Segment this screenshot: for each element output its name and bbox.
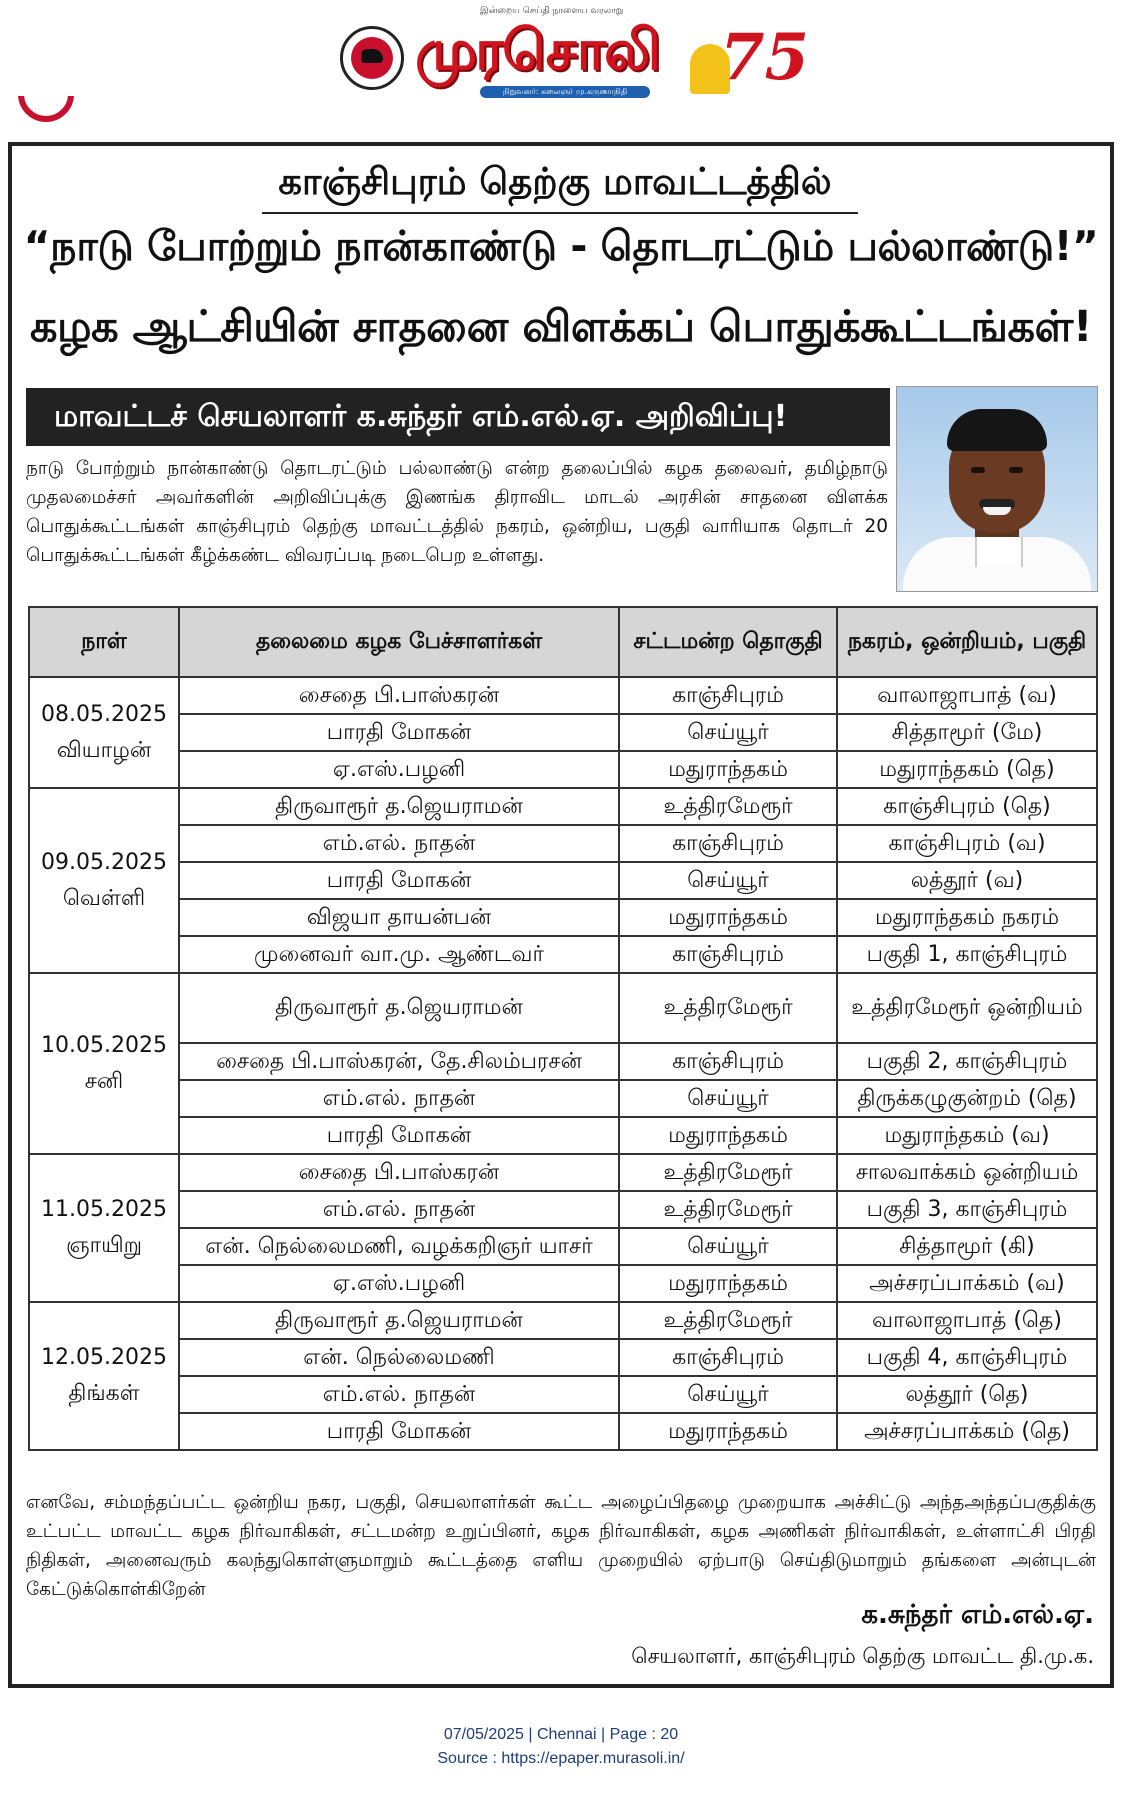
intro-paragraph: நாடு போற்றும் நான்காண்டு தொடரட்டும் பல்லாண்டு என்ற தலைப்பில் கழக தலைவர், தமிழ்நாடு முதலமைச்சர் அவர்களின் அறிவிப்புக்கு இணங்க திராவிட மாடல் அரசின் சாதனை விளக்க பொதுக்கூட்டங்கள் காஞ்சிபுரம் தெற்கு மாவட்டத்தில் நகரம், ஒன்றிய, பகுதி வாரியாக தொடர் 20 பொதுக்கூட்டங்கள் கீழ்க்கண்ட விவரப்படி நடைபெற உள்ளது. — [26, 458, 888, 566]
area-cell: வாலாஜாபாத் (தெ) — [837, 1302, 1097, 1339]
speaker-cell: எம்.எல். நாதன் — [179, 1080, 619, 1117]
area-cell: லத்தூர் (தெ) — [837, 1376, 1097, 1413]
table-row — [29, 973, 1097, 1043]
anniversary-mark: 75 — [720, 20, 810, 95]
table-header-row — [29, 607, 1097, 677]
area-cell: சாலவாக்கம் ஒன்றியம் — [837, 1154, 1097, 1191]
secretary-photo — [896, 386, 1098, 592]
area-cell: மதுராந்தகம் நகரம் — [837, 899, 1097, 936]
constituency-cell: மதுராந்தகம் — [619, 1265, 837, 1302]
speaker-cell: எம்.எல். நாதன் — [179, 825, 619, 862]
area-cell: பகுதி 3, காஞ்சிபுரம் — [837, 1191, 1097, 1228]
schedule-body — [29, 677, 1097, 1450]
speaker-cell: எம்.எல். நாதன் — [179, 1191, 619, 1228]
table-row — [29, 1228, 1097, 1265]
speaker-cell: சைதை பி.பாஸ்கரன் — [179, 1154, 619, 1191]
announcement-banner: மாவட்டச் செயலாளர் க.சுந்தர் எம்.எல்.ஏ. அறிவிப்பு! — [26, 388, 890, 446]
kicker-underline — [262, 212, 858, 214]
meeting-date: 11.05.2025 — [41, 1197, 167, 1222]
constituency-cell: செய்யூர் — [619, 1228, 837, 1265]
table-row — [29, 788, 1097, 825]
meeting-date: 09.05.2025 — [41, 849, 167, 875]
meeting-date: 10.05.2025 — [41, 1032, 167, 1058]
party-seal-icon — [340, 26, 404, 90]
area-cell: பகுதி 4, காஞ்சிபுரம் — [837, 1339, 1097, 1376]
headline-line-1: “நாடு போற்றும் நான்காண்டு - தொடரட்டும் பல்லாண்டு!” — [23, 222, 1099, 270]
constituency-cell: மதுராந்தகம் — [619, 1413, 837, 1450]
area-cell: உத்திரமேரூர் ஒன்றியம் — [837, 973, 1097, 1043]
header-area: நகரம், ஒன்றியம், பகுதி — [837, 607, 1097, 677]
meeting-date: 12.05.2025 — [41, 1345, 167, 1370]
meeting-day: வியாழன் — [56, 737, 152, 763]
date-cell — [29, 677, 179, 788]
table-row — [29, 862, 1097, 899]
table-row — [29, 1376, 1097, 1413]
constituency-cell: செய்யூர் — [619, 862, 837, 899]
table-row — [29, 1302, 1097, 1339]
table-row — [29, 825, 1097, 862]
notice-kicker: காஞ்சிபுரம் தெற்கு மாவட்டத்தில் — [278, 160, 832, 203]
area-cell: பகுதி 2, காஞ்சிபுரம் — [837, 1043, 1097, 1080]
table-row — [29, 1413, 1097, 1450]
speaker-cell: பாரதி மோகன் — [179, 862, 619, 899]
constituency-cell: காஞ்சிபுரம் — [619, 677, 837, 714]
area-cell: வாலாஜாபாத் (வ) — [837, 677, 1097, 714]
constituency-cell: உத்திரமேரூர் — [619, 1154, 837, 1191]
table-row — [29, 751, 1097, 788]
constituency-cell: செய்யூர் — [619, 714, 837, 751]
date-cell — [29, 1154, 179, 1302]
area-cell: திருக்கழுகுன்றம் (தெ) — [837, 1080, 1097, 1117]
table-row — [29, 936, 1097, 973]
schedule-table — [28, 606, 1098, 1451]
constituency-cell: உத்திரமேரூர் — [619, 1191, 837, 1228]
table-row — [29, 1154, 1097, 1191]
header-constituency: சட்டமன்ற தொகுதி — [619, 607, 837, 677]
area-cell: சித்தாமூர் (மே) — [837, 714, 1097, 751]
area-cell: மதுராந்தகம் (தெ) — [837, 751, 1097, 788]
area-cell: பகுதி 1, காஞ்சிபுரம் — [837, 936, 1097, 973]
speaker-cell: திருவாரூர் த.ஜெயராமன் — [179, 973, 619, 1043]
header-date: நாள் — [29, 607, 179, 677]
meeting-day: திங்கள் — [68, 1381, 140, 1406]
area-cell: மதுராந்தகம் (வ) — [837, 1117, 1097, 1154]
table-row — [29, 1117, 1097, 1154]
speaker-cell: திருவாரூர் த.ஜெயராமன் — [179, 788, 619, 825]
meeting-date: 08.05.2025 — [41, 701, 167, 727]
speaker-cell: விஜயா தாயன்பன் — [179, 899, 619, 936]
table-row — [29, 899, 1097, 936]
area-cell: சித்தாமூர் (கி) — [837, 1228, 1097, 1265]
signature-designation: செயலாளர், காஞ்சிபுரம் தெற்கு மாவட்ட தி.மு.க. — [631, 1644, 1094, 1668]
speaker-cell: என். நெல்லைமணி, வழக்கறிஞர் யாசர் — [179, 1228, 619, 1265]
speaker-cell: பாரதி மோகன் — [179, 1413, 619, 1450]
speaker-cell: பாரதி மோகன் — [179, 1117, 619, 1154]
speaker-cell: சைதை பி.பாஸ்கரன் — [179, 677, 619, 714]
table-row — [29, 1191, 1097, 1228]
table-row — [29, 1080, 1097, 1117]
table-row — [29, 1339, 1097, 1376]
date-cell — [29, 1302, 179, 1450]
speaker-cell: எம்.எல். நாதன் — [179, 1376, 619, 1413]
masthead-tagline: இன்றைய செய்தி நாளைய வரலாறு — [480, 6, 624, 16]
area-cell: லத்தூர் (வ) — [837, 862, 1097, 899]
area-cell: அச்சரப்பாக்கம் (தெ) — [837, 1413, 1097, 1450]
speaker-cell: ஏ.எஸ்.பழனி — [179, 1265, 619, 1302]
area-cell: அச்சரப்பாக்கம் (வ) — [837, 1265, 1097, 1302]
speaker-cell: பாரதி மோகன் — [179, 714, 619, 751]
meeting-day: சனி — [84, 1068, 124, 1094]
closing-paragraph: எனவே, சம்மந்தப்பட்ட ஒன்றிய நகர, பகுதி, செயலாளர்கள் கூட்ட அழைப்பிதழை முறையாக அச்சிட்டு அந்தஅந்தப்பகுதிக்கு உட்பட்ட மாவட்ட கழக நிர்வாகிகள், சட்டமன்ற உறுப்பினர், கழக நிர்வாகிகள், கழக அணிகள் நிர்வாகிகள், உள்ளாட்சி பிரதி நிதிகள், அனைவரும் கலந்துகொள்ளுமாறும் கூட்டத்தை எளிய முறையில் ஏற்பாடு செய்திடுமாறும் தங்களை அன்புடன் கேட்டுக்கொள்கிறேன் — [26, 1492, 1097, 1600]
footer-source-line: Source : https://epaper.murasoli.in/ — [437, 1750, 685, 1767]
constituency-cell: காஞ்சிபுரம் — [619, 1339, 837, 1376]
constituency-cell: செய்யூர் — [619, 1080, 837, 1117]
constituency-cell: மதுராந்தகம் — [619, 1117, 837, 1154]
signature-name: க.சுந்தர் எம்.எல்.ஏ. — [861, 1600, 1094, 1630]
table-row — [29, 1043, 1097, 1080]
speaker-cell: ஏ.எஸ்.பழனி — [179, 751, 619, 788]
meeting-day: ஞாயிறு — [65, 1233, 143, 1258]
speaker-cell: சைதை பி.பாஸ்கரன், தே.சிலம்பரசன் — [179, 1043, 619, 1080]
date-cell — [29, 973, 179, 1154]
constituency-cell: மதுராந்தகம் — [619, 751, 837, 788]
speaker-cell: முனைவர் வா.மு. ஆண்டவர் — [179, 936, 619, 973]
speaker-cell: என். நெல்லைமணி — [179, 1339, 619, 1376]
constituency-cell: மதுராந்தகம் — [619, 899, 837, 936]
constituency-cell: உத்திரமேரூர் — [619, 973, 837, 1043]
constituency-cell: உத்திரமேரூர் — [619, 1302, 837, 1339]
constituency-cell: காஞ்சிபுரம் — [619, 1043, 837, 1080]
constituency-cell: காஞ்சிபுரம் — [619, 936, 837, 973]
masthead-founder-line: நிறுவனர்: கலைஞர் மு.கருணாநிதி — [480, 86, 650, 98]
table-row — [29, 714, 1097, 751]
area-cell: காஞ்சிபுரம் (வ) — [837, 825, 1097, 862]
footer-date-line: 07/05/2025 | Chennai | Page : 20 — [443, 1726, 679, 1743]
masthead-logo: முரசொலி — [415, 18, 659, 83]
meeting-day: வெள்ளி — [62, 885, 146, 911]
constituency-cell: செய்யூர் — [619, 1376, 837, 1413]
table-row — [29, 677, 1097, 714]
masthead — [330, 4, 810, 104]
headline-line-2: கழக ஆட்சியின் சாதனை விளக்கப் பொதுக்கூட்டங்கள்! — [30, 302, 1092, 352]
area-cell: காஞ்சிபுரம் (தெ) — [837, 788, 1097, 825]
table-row — [29, 1265, 1097, 1302]
constituency-cell: காஞ்சிபுரம் — [619, 825, 837, 862]
header-speakers: தலைமை கழக பேச்சாளர்கள் — [179, 607, 619, 677]
speaker-cell: திருவாரூர் த.ஜெயராமன் — [179, 1302, 619, 1339]
decorative-arc-icon — [18, 96, 78, 130]
date-cell — [29, 788, 179, 973]
constituency-cell: உத்திரமேரூர் — [619, 788, 837, 825]
